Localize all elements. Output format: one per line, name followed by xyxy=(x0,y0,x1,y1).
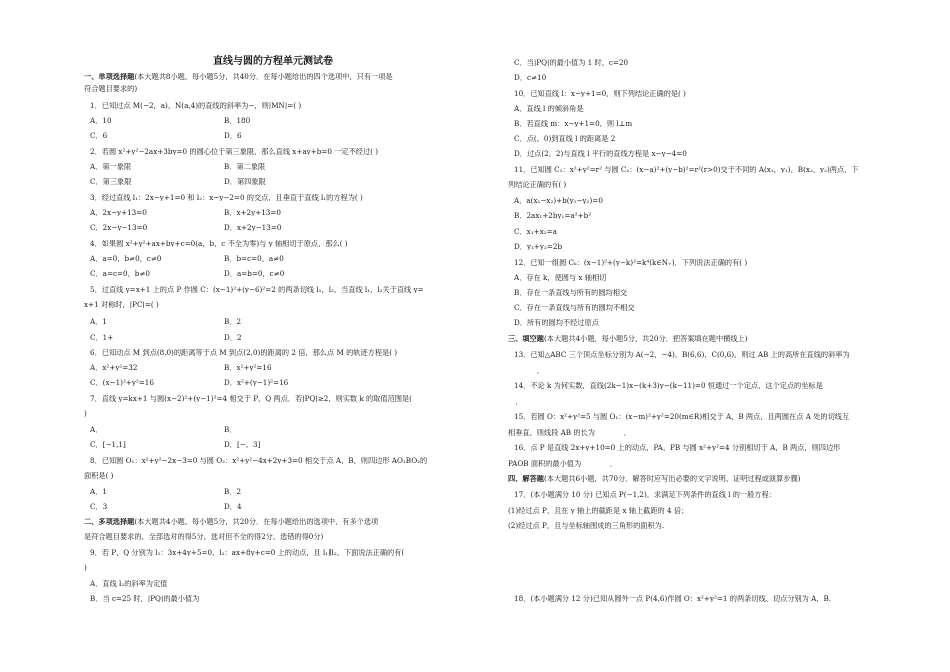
option-b: B．b=c=0，a≠0 xyxy=(224,255,284,263)
option-d: D．所有的圆均不经过原点 xyxy=(514,319,599,327)
option-b: B．存在一条直线与所有的圆均相交 xyxy=(514,289,628,297)
question-10: 10．已知直线 l：x−y+1=0，则下列结论正确的是( ) xyxy=(514,90,686,98)
option-c: C．a=c=0，b≠0 xyxy=(90,270,150,278)
question-17: 17．(本小题满分 10 分) 已知点 P(−1,2)，求满足下列条件的直线 l 的一般方程： xyxy=(514,491,776,499)
option-a: A．存在 k，使圆与 x 轴相切 xyxy=(514,274,607,282)
question-11-cont: 列结论正确的有( ) xyxy=(508,181,567,189)
question-1: 1．已知过点 M(−2，a)，N(a,4)的直线的斜率为−，则|MN|=( ) xyxy=(90,102,302,110)
question-4: 4．如果圆 x²+y²+ax+by+c=0(a，b，c 不全为零)与 y 轴相切于原点，那么( ) xyxy=(90,240,348,248)
option-a: A． xyxy=(90,426,103,434)
option-d: D．x+2y−13=0 xyxy=(224,224,282,232)
question-9-cont: ) xyxy=(84,564,87,572)
option-a: A．直线 l 的倾斜角是 xyxy=(514,105,584,113)
option-a: A．2x−y+13=0 xyxy=(90,209,147,217)
question-18: 18．(本小题满分 12 分)已知从圆外一点 P(4,6)作圆 O：x²+y²=1 的两条切线，切点分别为 A，B. xyxy=(514,595,832,603)
option-a: A．1 xyxy=(90,488,107,496)
section-desc-cont: 是符合题目要求的，全部选对的得5分，选对但不全的得2分，选错的得0分) xyxy=(84,533,324,541)
option-c: C．2x−y−13=0 xyxy=(90,224,148,232)
section-1-header xyxy=(84,73,393,80)
option-c: C．存在一条直线与所有的圆均不相交 xyxy=(514,304,635,312)
option-d: D．过点(2，2)与直线 l 平行的直线方程是 x−y−4=0 xyxy=(514,150,687,158)
question-6: 6．已知动点 M 到点(8,0)的距离等于点 M 到点(2,0)的距离的 2 倍，那么点 M 的轨迹方程是( ) xyxy=(90,349,398,357)
option-c: C．点(，0)到直线 l 的距离是 2 xyxy=(514,135,616,143)
option-b: B．x²+y²=16 xyxy=(224,364,272,372)
question-5: 5．过直线 y=x+1 上的点 P 作圆 C：(x−1)²+(y−6)²=2 的两条切线 l₁，l₂，当直线 l₁，l₂关于直线 y= xyxy=(90,286,424,294)
question-8-cont: 面积是( ) xyxy=(84,472,114,480)
option-a: A．a=0，b≠0，c≠0 xyxy=(90,255,162,263)
question-7-cont: ) xyxy=(84,410,87,418)
option-b: B．当 c=25 时，|PQ|的最小值为 xyxy=(90,595,200,603)
option-b: B．180 xyxy=(224,117,251,125)
option-d: D．第四象限 xyxy=(224,178,266,186)
question-3: 3．经过直线 l₁：2x−y+1=0 和 l₂：x−y−2=0 的交点，且垂直于直线 l₁的方程为( ) xyxy=(90,194,363,202)
question-16-cont: PAOB 面积的最小值为________． xyxy=(508,460,618,468)
option-d: D．[−，3] xyxy=(224,441,261,449)
option-c: C．1+ xyxy=(90,334,114,342)
question-14: 14．不论 k 为何实数，直线(2k−1)x−(k+3)y−(k−11)=0 恒通过一个定点，这个定点的坐标是______ xyxy=(514,382,845,390)
option-a: A．a(x₁−x₂)+b(y₁−y₂)=0 xyxy=(514,197,603,205)
question-11: 11．已知圆 C₁：x²+y²=r² 与圆 C₂：(x−a)²+(y−b)²=r²(r>0)交于不同的 A(x₁，y₁)，B(x₂，y₂)两点，下 xyxy=(514,166,859,174)
option-a: A．1 xyxy=(90,318,107,326)
question-14-cont: __． xyxy=(508,398,523,406)
section-desc: (本大题共6小题，共70分．解答时应写出必要的文字说明、证明过程或演算步骤) xyxy=(543,475,801,483)
question-17-part-1: (1)经过点 P，且在 y 轴上的截距是 x 轴上截距的 4 倍； xyxy=(508,507,689,515)
option-d: D．6 xyxy=(224,132,242,140)
section-title: 三、填空题 xyxy=(508,335,544,343)
section-desc-cont: 符合题目要求的) xyxy=(84,85,138,93)
option-d: D．a=b=0，c≠0 xyxy=(224,270,285,278)
question-16: 16．点 P 是直线 2x+y+10=0 上的动点，PA，PB 与圆 x²+y²=4 分别相切于 A，B 两点，则四边形 xyxy=(514,444,841,452)
option-b: B．2 xyxy=(224,318,242,326)
question-7: 7．直线 y=kx+1 与圆(x−2)²+(y−1)²=4 相交于 P，Q 两点．若|PQ|≥2，则实数 k 的取值范围是( xyxy=(90,395,412,403)
section-title: 四、解答题 xyxy=(508,475,544,483)
option-a: A．直线 l₂的斜率为定值 xyxy=(90,580,168,588)
question-5-cont: x+1 对称时，|PC|=( ) xyxy=(84,301,159,309)
section-3-header xyxy=(508,335,748,342)
option-c: C．6 xyxy=(90,132,108,140)
option-d: D．2 xyxy=(224,334,242,342)
question-13-cont: ________． xyxy=(508,367,544,375)
option-d: D．y₁+y₂=2b xyxy=(514,243,563,251)
question-17-part-2: (2)经过点 P，且与坐标轴围成的三角形的面积为. xyxy=(508,522,665,530)
option-b: B．x+2y+13=0 xyxy=(224,209,281,217)
option-b: B．2ax₁+2by₁=a²+b² xyxy=(514,212,592,220)
option-b: B．2 xyxy=(224,488,242,496)
option-d: D．4 xyxy=(224,503,242,511)
question-9: 9．若 P，Q 分别为 l₁：3x+4y+5=0，l₂：ax+8y+c=0 上的动点，且 l₁∥l₂，下面说法正确的有( xyxy=(90,549,405,557)
option-b: B． xyxy=(224,426,237,434)
option-d: D．x²+(y−1)²=16 xyxy=(224,379,289,387)
section-2-header xyxy=(84,518,378,525)
section-4-header xyxy=(508,475,800,482)
section-desc: (本大题共4小题，每小题5分，共20分．把答案填在题中横线上) xyxy=(543,335,748,343)
option-b: B．第二象限 xyxy=(224,163,266,171)
section-desc: (本大题共4小题，每小题5分，共20分．在每小题给出的选项中，有多个选项 xyxy=(134,518,379,526)
page-title: 直线与圆的方程单元测试卷 xyxy=(213,56,333,67)
section-title: 二、多项选择题 xyxy=(84,518,135,526)
option-a: A．10 xyxy=(90,117,112,125)
question-15-cont: 相垂直，则线段 AB 的长为________． xyxy=(508,429,631,437)
question-15: 15．若圆 O：x²+y²=5 与圆 O₁：(x−m)²+y²=20(m∈R)相交于 A，B 两点，且两圆在点 A 处的切线互 xyxy=(514,413,850,421)
section-title: 一、单项选择题 xyxy=(84,73,135,81)
option-b: B．若直线 m：x−y+1=0，则 l⊥m xyxy=(514,120,633,128)
option-c: C．3 xyxy=(90,503,108,511)
option-a: A．第一象限 xyxy=(90,163,132,171)
option-c: C．当|PQ|的最小值为 1 时，c=20 xyxy=(514,59,629,67)
option-d: D．c≠10 xyxy=(514,74,547,82)
option-c: C．x₁+x₂=a xyxy=(514,228,557,236)
question-13: 13．已知△ABC 三个顶点坐标分别为 A(−2，−4)，B(6,6)，C(0,6)，则过 AB 上的高所在直线的斜率为 xyxy=(514,351,850,359)
option-c: C．第三象限 xyxy=(90,178,132,186)
section-desc: (本大题共8小题，每小题5分，共40分．在每小题给出的四个选项中，只有一项是 xyxy=(134,73,393,81)
question-2: 2．若圆 x²+y²−2ax+3by=0 的圆心位于第三象限，那么直线 x+ay+b=0 一定不经过( ) xyxy=(90,148,379,156)
option-c: C．[−1,1] xyxy=(90,441,126,449)
option-a: A．x²+y²=32 xyxy=(90,364,138,372)
question-12: 12．已知一组圆 Cₖ：(x−1)²+(y−k)²=k⁴(k∈N₊)．下列说法正确的有( ) xyxy=(514,259,748,267)
option-c: C．(x−1)²+y²=16 xyxy=(90,379,154,387)
question-8: 8．已知圆 O₁：x²+y²−2x−3=0 与圆 O₂：x²+y²−4x+2y+3=0 相交于点 A，B，则四边形 AO₁BO₂的 xyxy=(90,457,428,465)
